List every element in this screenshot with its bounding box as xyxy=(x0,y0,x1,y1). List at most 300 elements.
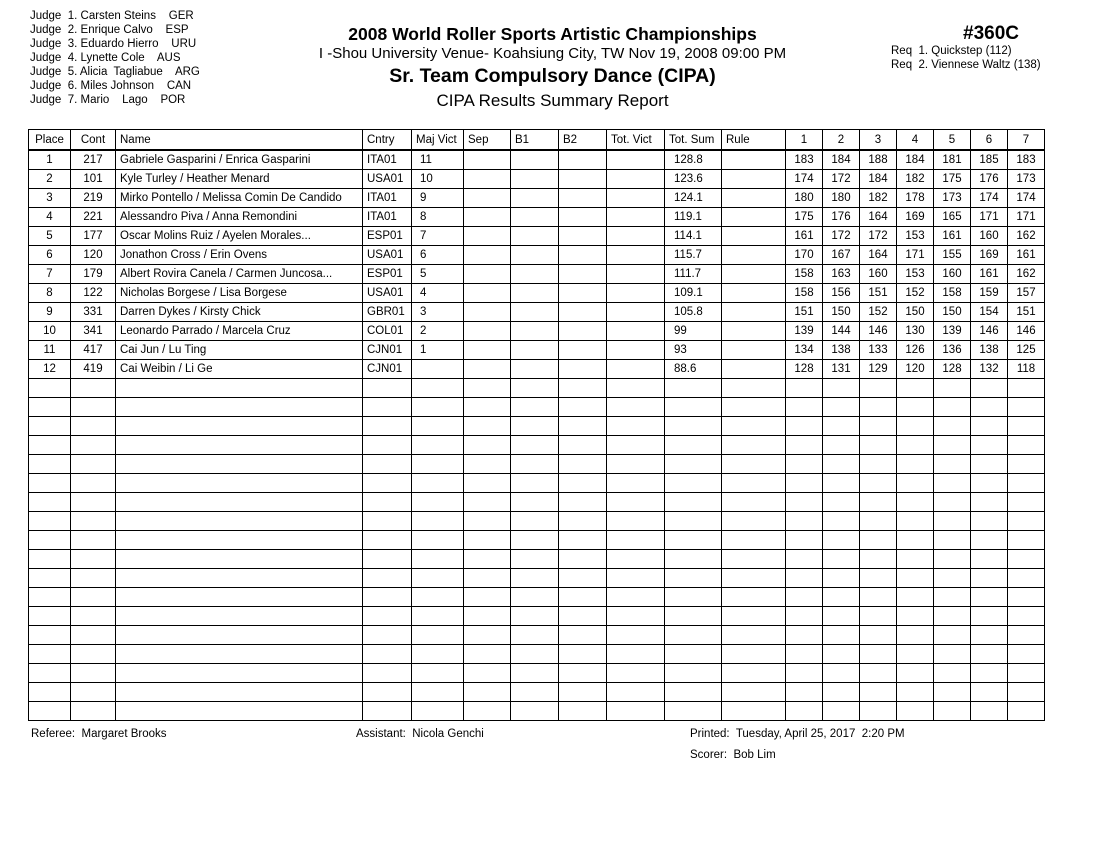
empty-cell xyxy=(511,702,559,721)
tot-vict-cell xyxy=(607,208,665,227)
empty-cell xyxy=(29,436,71,455)
empty-cell xyxy=(607,588,665,607)
table-row xyxy=(29,341,1045,360)
empty-cell xyxy=(860,683,897,702)
empty-cell xyxy=(363,474,412,493)
empty-cell xyxy=(71,550,116,569)
name-cell: Kyle Turley / Heather Menard xyxy=(116,170,363,189)
b1-cell xyxy=(511,189,559,208)
column-header: 2 xyxy=(823,130,860,151)
empty-cell xyxy=(363,417,412,436)
rule-cell xyxy=(722,246,786,265)
empty-cell xyxy=(412,626,464,645)
table-row xyxy=(29,360,1045,379)
judge-score-cell: 188 xyxy=(860,150,897,170)
judge-score-cell: 185 xyxy=(971,150,1008,170)
empty-table-row xyxy=(29,474,1045,493)
tot-sum-cell: 114.1 xyxy=(665,227,722,246)
empty-cell xyxy=(934,398,971,417)
judge-score-cell: 146 xyxy=(1008,322,1045,341)
table-row xyxy=(29,246,1045,265)
place-cell: 8 xyxy=(29,284,71,303)
judge-score-cell: 132 xyxy=(971,360,1008,379)
b1-cell xyxy=(511,170,559,189)
event-title: Sr. Team Compulsory Dance (CIPA) xyxy=(389,65,716,87)
judge-name: Lynette Cole xyxy=(80,52,145,64)
empty-cell xyxy=(786,379,823,398)
empty-cell xyxy=(116,702,363,721)
empty-cell xyxy=(665,512,722,531)
judge-label: Judge 3. xyxy=(30,38,78,50)
empty-cell xyxy=(29,398,71,417)
b1-cell xyxy=(511,227,559,246)
empty-cell xyxy=(860,436,897,455)
rule-cell xyxy=(722,208,786,227)
empty-table-row xyxy=(29,379,1045,398)
judge-label: Judge 2. xyxy=(30,24,78,36)
place-cell: 1 xyxy=(29,150,71,170)
requirement-label: Req 1. xyxy=(891,45,929,57)
empty-cell xyxy=(722,702,786,721)
empty-cell xyxy=(116,417,363,436)
name-cell: Mirko Pontello / Melissa Comin De Candido xyxy=(116,189,363,208)
empty-cell xyxy=(607,512,665,531)
place-cell: 5 xyxy=(29,227,71,246)
name-cell: Gabriele Gasparini / Enrica Gasparini xyxy=(116,150,363,170)
country-cell: ESP01 xyxy=(363,227,412,246)
empty-cell xyxy=(464,702,511,721)
empty-cell xyxy=(934,702,971,721)
place-cell: 11 xyxy=(29,341,71,360)
judge-score-cell: 128 xyxy=(934,360,971,379)
cont-cell: 341 xyxy=(71,322,116,341)
maj-vict-cell: 7 xyxy=(412,227,464,246)
judge-score-cell: 150 xyxy=(823,303,860,322)
empty-cell xyxy=(823,702,860,721)
empty-cell xyxy=(897,683,934,702)
maj-vict-cell: 10 xyxy=(412,170,464,189)
table-row xyxy=(29,303,1045,322)
empty-cell xyxy=(464,588,511,607)
empty-cell xyxy=(860,626,897,645)
name-cell: Nicholas Borgese / Lisa Borgese xyxy=(116,284,363,303)
empty-cell xyxy=(823,455,860,474)
judge-score-cell: 171 xyxy=(971,208,1008,227)
empty-cell xyxy=(607,550,665,569)
column-header: Cont xyxy=(71,130,116,151)
referee-label: Referee: Margaret Brooks xyxy=(31,728,167,740)
empty-cell xyxy=(29,417,71,436)
empty-cell xyxy=(412,531,464,550)
place-cell: 2 xyxy=(29,170,71,189)
judge-label: Judge 7. xyxy=(30,94,78,106)
empty-cell xyxy=(464,455,511,474)
empty-cell xyxy=(665,455,722,474)
empty-cell xyxy=(363,626,412,645)
country-cell: ESP01 xyxy=(363,265,412,284)
empty-cell xyxy=(412,607,464,626)
maj-vict-cell: 4 xyxy=(412,284,464,303)
empty-cell xyxy=(607,474,665,493)
empty-cell xyxy=(29,455,71,474)
country-cell: USA01 xyxy=(363,284,412,303)
sep-cell xyxy=(464,170,511,189)
judge-score-cell: 184 xyxy=(897,150,934,170)
b1-cell xyxy=(511,284,559,303)
tot-sum-cell: 93 xyxy=(665,341,722,360)
b2-cell xyxy=(559,150,607,170)
empty-cell xyxy=(722,493,786,512)
empty-cell xyxy=(71,683,116,702)
cont-cell: 122 xyxy=(71,284,116,303)
empty-cell xyxy=(363,569,412,588)
judge-score-cell: 139 xyxy=(934,322,971,341)
empty-cell xyxy=(1008,531,1045,550)
empty-cell xyxy=(511,645,559,664)
judge-score-cell: 174 xyxy=(786,170,823,189)
judge-name: Enrique Calvo xyxy=(80,24,153,36)
empty-cell xyxy=(897,436,934,455)
empty-cell xyxy=(786,455,823,474)
empty-cell xyxy=(823,626,860,645)
sep-cell xyxy=(464,246,511,265)
empty-cell xyxy=(559,379,607,398)
empty-cell xyxy=(971,455,1008,474)
empty-cell xyxy=(823,607,860,626)
judge-score-cell: 154 xyxy=(971,303,1008,322)
empty-cell xyxy=(823,398,860,417)
place-cell: 4 xyxy=(29,208,71,227)
empty-cell xyxy=(897,588,934,607)
empty-cell xyxy=(511,398,559,417)
empty-cell xyxy=(464,664,511,683)
empty-cell xyxy=(971,512,1008,531)
empty-cell xyxy=(559,664,607,683)
empty-cell xyxy=(29,474,71,493)
empty-cell xyxy=(934,626,971,645)
empty-cell xyxy=(971,645,1008,664)
judge-score-cell: 182 xyxy=(897,170,934,189)
empty-cell xyxy=(823,531,860,550)
tot-sum-cell: 105.8 xyxy=(665,303,722,322)
empty-cell xyxy=(823,664,860,683)
b1-cell xyxy=(511,341,559,360)
empty-cell xyxy=(860,379,897,398)
empty-cell xyxy=(860,664,897,683)
empty-cell xyxy=(1008,436,1045,455)
table-row xyxy=(29,265,1045,284)
empty-cell xyxy=(607,455,665,474)
empty-table-row xyxy=(29,436,1045,455)
empty-cell xyxy=(71,588,116,607)
empty-cell xyxy=(412,550,464,569)
empty-cell xyxy=(511,512,559,531)
tot-vict-cell xyxy=(607,284,665,303)
sep-cell xyxy=(464,150,511,170)
empty-cell xyxy=(29,512,71,531)
empty-cell xyxy=(897,474,934,493)
empty-cell xyxy=(412,664,464,683)
empty-cell xyxy=(607,702,665,721)
empty-cell xyxy=(860,455,897,474)
empty-cell xyxy=(71,645,116,664)
empty-cell xyxy=(786,531,823,550)
judge-score-cell: 160 xyxy=(971,227,1008,246)
empty-cell xyxy=(71,569,116,588)
empty-cell xyxy=(665,664,722,683)
judge-entry xyxy=(30,37,200,51)
empty-table-row xyxy=(29,702,1045,721)
empty-cell xyxy=(786,588,823,607)
empty-cell xyxy=(607,379,665,398)
judge-score-cell: 184 xyxy=(860,170,897,189)
maj-vict-cell: 6 xyxy=(412,246,464,265)
empty-cell xyxy=(71,607,116,626)
empty-cell xyxy=(464,645,511,664)
empty-cell xyxy=(1008,417,1045,436)
empty-cell xyxy=(897,626,934,645)
empty-cell xyxy=(412,588,464,607)
empty-cell xyxy=(412,512,464,531)
empty-cell xyxy=(116,398,363,417)
empty-cell xyxy=(363,436,412,455)
maj-vict-cell: 3 xyxy=(412,303,464,322)
empty-cell xyxy=(934,645,971,664)
empty-cell xyxy=(607,683,665,702)
b2-cell xyxy=(559,208,607,227)
judge-score-cell: 146 xyxy=(860,322,897,341)
empty-cell xyxy=(116,531,363,550)
empty-cell xyxy=(1008,626,1045,645)
empty-cell xyxy=(116,550,363,569)
empty-cell xyxy=(116,626,363,645)
b2-cell xyxy=(559,360,607,379)
judge-score-cell: 173 xyxy=(1008,170,1045,189)
empty-cell xyxy=(860,398,897,417)
empty-cell xyxy=(511,588,559,607)
empty-cell xyxy=(1008,588,1045,607)
empty-cell xyxy=(116,474,363,493)
sep-cell xyxy=(464,284,511,303)
empty-cell xyxy=(412,398,464,417)
empty-cell xyxy=(1008,683,1045,702)
place-cell: 3 xyxy=(29,189,71,208)
country-cell: USA01 xyxy=(363,170,412,189)
judge-score-cell: 128 xyxy=(786,360,823,379)
empty-cell xyxy=(559,512,607,531)
table-row xyxy=(29,208,1045,227)
empty-cell xyxy=(897,569,934,588)
empty-cell xyxy=(971,569,1008,588)
judge-score-cell: 150 xyxy=(897,303,934,322)
empty-cell xyxy=(29,550,71,569)
empty-cell xyxy=(934,550,971,569)
country-cell: USA01 xyxy=(363,246,412,265)
column-header: 5 xyxy=(934,130,971,151)
judge-entry xyxy=(30,65,200,79)
tot-vict-cell xyxy=(607,170,665,189)
rule-cell xyxy=(722,170,786,189)
empty-cell xyxy=(786,664,823,683)
judge-score-cell: 150 xyxy=(934,303,971,322)
empty-cell xyxy=(71,493,116,512)
empty-cell xyxy=(860,474,897,493)
column-header: B2 xyxy=(559,130,607,151)
empty-cell xyxy=(971,531,1008,550)
judge-score-cell: 172 xyxy=(823,170,860,189)
judge-score-cell: 159 xyxy=(971,284,1008,303)
empty-cell xyxy=(559,398,607,417)
place-cell: 7 xyxy=(29,265,71,284)
empty-cell xyxy=(116,588,363,607)
cont-cell: 120 xyxy=(71,246,116,265)
empty-cell xyxy=(559,645,607,664)
empty-cell xyxy=(665,645,722,664)
requirement-entry xyxy=(891,44,1041,58)
empty-cell xyxy=(823,417,860,436)
empty-cell xyxy=(665,436,722,455)
place-cell: 9 xyxy=(29,303,71,322)
empty-cell xyxy=(934,379,971,398)
judge-label: Judge 1. xyxy=(30,10,78,22)
judge-score-cell: 169 xyxy=(897,208,934,227)
tot-vict-cell xyxy=(607,150,665,170)
empty-cell xyxy=(722,436,786,455)
empty-cell xyxy=(559,588,607,607)
name-cell: Leonardo Parrado / Marcela Cruz xyxy=(116,322,363,341)
b1-cell xyxy=(511,150,559,170)
empty-cell xyxy=(464,379,511,398)
maj-vict-cell xyxy=(412,360,464,379)
requirement-label: Req 2. xyxy=(891,59,929,71)
empty-cell xyxy=(29,664,71,683)
empty-cell xyxy=(559,455,607,474)
empty-cell xyxy=(860,512,897,531)
empty-cell xyxy=(363,664,412,683)
judge-country: URU xyxy=(171,38,197,50)
tot-sum-cell: 119.1 xyxy=(665,208,722,227)
empty-cell xyxy=(559,569,607,588)
empty-cell xyxy=(363,493,412,512)
empty-cell xyxy=(363,531,412,550)
column-header: Tot. Vict xyxy=(607,130,665,151)
empty-cell xyxy=(786,626,823,645)
empty-cell xyxy=(897,702,934,721)
empty-cell xyxy=(665,550,722,569)
empty-cell xyxy=(665,702,722,721)
empty-cell xyxy=(71,379,116,398)
empty-cell xyxy=(823,569,860,588)
empty-cell xyxy=(971,398,1008,417)
name-cell: Cai Jun / Lu Ting xyxy=(116,341,363,360)
empty-cell xyxy=(934,664,971,683)
empty-cell xyxy=(363,702,412,721)
judge-score-cell: 171 xyxy=(1008,208,1045,227)
sep-cell xyxy=(464,265,511,284)
empty-cell xyxy=(722,645,786,664)
judges-list xyxy=(30,9,200,107)
empty-cell xyxy=(860,702,897,721)
rule-cell xyxy=(722,189,786,208)
empty-cell xyxy=(71,436,116,455)
empty-cell xyxy=(559,683,607,702)
empty-cell xyxy=(464,398,511,417)
empty-cell xyxy=(823,436,860,455)
judge-name: Miles Johnson xyxy=(80,80,155,92)
empty-cell xyxy=(722,683,786,702)
empty-cell xyxy=(1008,455,1045,474)
empty-cell xyxy=(511,493,559,512)
empty-cell xyxy=(511,417,559,436)
empty-cell xyxy=(823,550,860,569)
championship-title: 2008 World Roller Sports Artistic Championships xyxy=(348,24,757,44)
table-row xyxy=(29,322,1045,341)
empty-cell xyxy=(412,702,464,721)
empty-cell xyxy=(116,436,363,455)
judge-score-cell: 162 xyxy=(1008,227,1045,246)
empty-cell xyxy=(559,493,607,512)
empty-cell xyxy=(971,474,1008,493)
judge-score-cell: 158 xyxy=(786,265,823,284)
assistant-label: Assistant: Nicola Genchi xyxy=(356,728,484,740)
empty-cell xyxy=(1008,569,1045,588)
empty-table-row xyxy=(29,455,1045,474)
tot-vict-cell xyxy=(607,227,665,246)
empty-cell xyxy=(71,626,116,645)
empty-cell xyxy=(1008,512,1045,531)
empty-cell xyxy=(934,417,971,436)
cont-cell: 417 xyxy=(71,341,116,360)
cont-cell: 101 xyxy=(71,170,116,189)
empty-cell xyxy=(71,664,116,683)
sep-cell xyxy=(464,322,511,341)
empty-table-row xyxy=(29,493,1045,512)
empty-cell xyxy=(823,588,860,607)
country-cell: CJN01 xyxy=(363,341,412,360)
empty-cell xyxy=(412,379,464,398)
empty-cell xyxy=(823,645,860,664)
tot-vict-cell xyxy=(607,322,665,341)
b2-cell xyxy=(559,341,607,360)
judge-country: POR xyxy=(160,94,186,106)
cont-cell: 331 xyxy=(71,303,116,322)
empty-cell xyxy=(412,417,464,436)
empty-cell xyxy=(71,455,116,474)
judge-score-cell: 183 xyxy=(1008,150,1045,170)
empty-cell xyxy=(363,683,412,702)
empty-cell xyxy=(29,683,71,702)
empty-table-row xyxy=(29,550,1045,569)
empty-cell xyxy=(71,512,116,531)
b1-cell xyxy=(511,246,559,265)
column-header: Tot. Sum xyxy=(665,130,722,151)
empty-cell xyxy=(786,436,823,455)
judge-entry xyxy=(30,79,200,93)
column-header: Place xyxy=(29,130,71,151)
judge-country: CAN xyxy=(166,80,192,92)
b1-cell xyxy=(511,360,559,379)
empty-cell xyxy=(71,531,116,550)
column-header: 7 xyxy=(1008,130,1045,151)
cont-cell: 419 xyxy=(71,360,116,379)
rule-cell xyxy=(722,360,786,379)
judge-label: Judge 5. xyxy=(30,66,78,78)
judge-score-cell: 169 xyxy=(971,246,1008,265)
empty-cell xyxy=(823,474,860,493)
empty-cell xyxy=(665,379,722,398)
empty-cell xyxy=(464,569,511,588)
name-cell: Oscar Molins Ruiz / Ayelen Morales... xyxy=(116,227,363,246)
